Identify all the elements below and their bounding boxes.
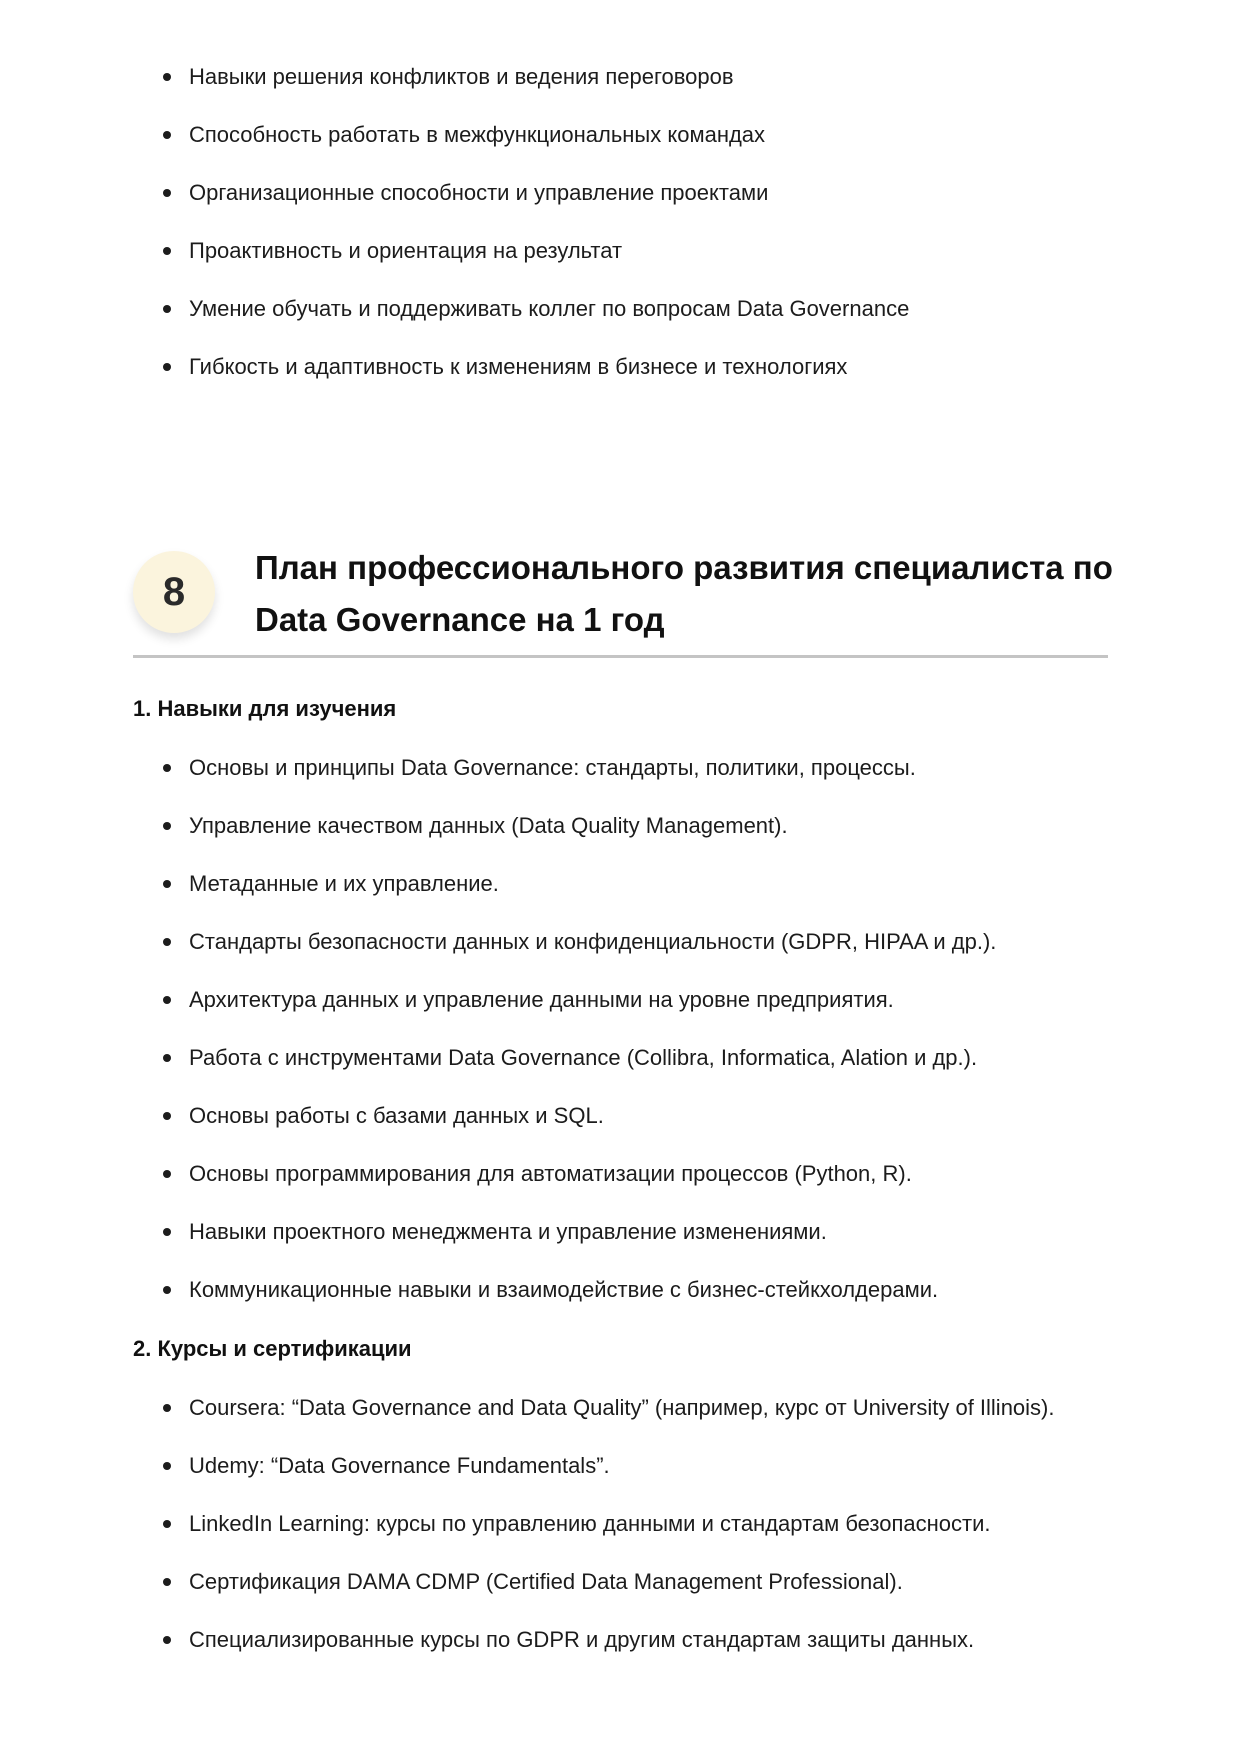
list-item [163,294,1123,324]
list-item [163,1567,1123,1597]
bullet-icon [163,363,171,371]
list-item-text: Управление качеством данных (Data Quality Management). [189,813,788,838]
list-item-text: Основы и принципы Data Governance: стандарты, политики, процессы. [189,755,916,780]
bullet-icon [163,1228,171,1236]
list-item-text: Проактивность и ориентация на результат [189,238,623,263]
courses-heading: 2. Курсы и сертификации [133,1336,412,1361]
list-item [163,1451,1123,1481]
bullet-icon [163,305,171,313]
bullet-icon [163,1578,171,1586]
list-item [163,1393,1123,1423]
list-item-text: Udemy: “Data Governance Fundamentals”. [189,1453,610,1478]
list-item-text: Умение обучать и поддерживать коллег по вопросам Data Governance [189,296,910,321]
bullet-icon [163,996,171,1004]
list-item-text: Метаданные и их управление. [189,871,499,896]
list-item [163,811,1123,841]
bullet-icon [163,764,171,772]
bullet-icon [163,73,171,81]
list-item [163,120,1123,150]
list-item-text: Навыки проектного менеджмента и управление изменениями. [189,1219,827,1244]
list-item [163,1159,1123,1189]
list-item [163,753,1123,783]
list-item-text: LinkedIn Learning: курсы по управлению данными и стандартам безопасности. [189,1511,991,1536]
bullet-icon [163,1462,171,1470]
bullet-icon [163,1520,171,1528]
soft-skills-list [163,62,1123,410]
courses-list [163,1393,1123,1683]
list-item [163,1217,1123,1247]
section-header [133,535,1113,658]
list-item [163,985,1123,1015]
list-item-text: Архитектура данных и управление данными на уровне предприятия. [189,987,894,1012]
list-item-text: Гибкость и адаптивность к изменениям в бизнесе и технологиях [189,354,848,379]
list-item [163,927,1123,957]
bullet-icon [163,189,171,197]
list-item-text: Coursera: “Data Governance and Data Quality” (например, курс от University of Illinois). [189,1395,1055,1420]
bullet-icon [163,1286,171,1294]
bullet-icon [163,131,171,139]
list-item [163,1101,1123,1131]
list-item [163,1509,1123,1539]
list-item [163,62,1123,92]
list-item-text: Основы работы с базами данных и SQL. [189,1103,604,1128]
bullet-icon [163,247,171,255]
bullet-icon [163,822,171,830]
bullet-icon [163,1636,171,1644]
list-item [163,869,1123,899]
list-item [163,1275,1123,1305]
list-item-text: Специализированные курсы по GDPR и другим стандартам защиты данных. [189,1627,975,1652]
bullet-icon [163,880,171,888]
list-item-text: Сертификация DAMA CDMP (Certified Data Management Professional). [189,1569,903,1594]
bullet-icon [163,1054,171,1062]
bullet-icon [163,1404,171,1412]
list-item [163,352,1123,382]
list-item-text: Организационные способности и управление проектами [189,180,769,205]
list-item [163,236,1123,266]
list-item-text: Коммуникационные навыки и взаимодействие с бизнес-стейкхолдерами. [189,1277,939,1302]
list-item-text: Способность работать в межфункциональных командах [189,122,766,147]
bullet-icon [163,1170,171,1178]
skills-heading: 1. Навыки для изучения [133,696,397,721]
section-title: План профессионального развития специалиста по Data Governance на 1 год [255,549,1113,638]
list-item [163,178,1123,208]
bullet-icon [163,1112,171,1120]
list-item-text: Стандарты безопасности данных и конфиденциальности (GDPR, HIPAA и др.). [189,929,997,954]
list-item [163,1043,1123,1073]
list-item-text: Навыки решения конфликтов и ведения переговоров [189,64,734,89]
list-item-text: Работа с инструментами Data Governance (Collibra, Informatica, Alation и др.). [189,1045,978,1070]
skills-list [163,753,1123,1333]
section-number-badge: 8 [133,551,215,633]
bullet-icon [163,938,171,946]
list-item [163,1625,1123,1655]
list-item-text: Основы программирования для автоматизации процессов (Python, R). [189,1161,912,1186]
